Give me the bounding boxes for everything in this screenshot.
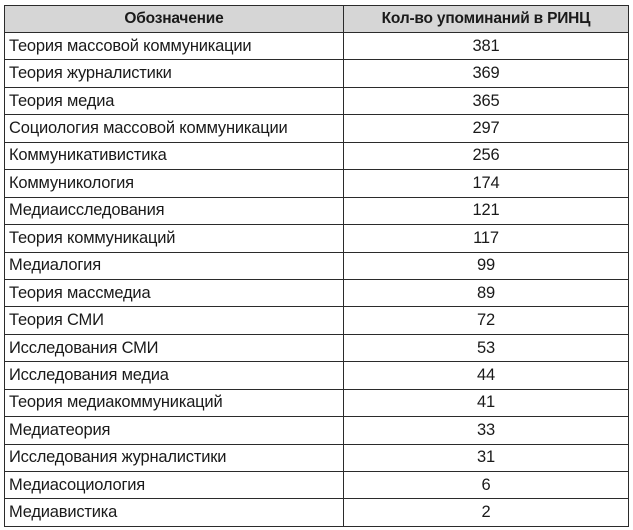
- table-row: [5, 499, 629, 526]
- term-name-cell: Теория СМИ: [5, 307, 344, 334]
- term-name-cell: Медиатеория: [5, 417, 344, 444]
- mention-count-cell: 99: [344, 252, 629, 279]
- table-row: [5, 225, 629, 252]
- term-name-cell: Исследования журналистики: [5, 444, 344, 471]
- term-name-cell: Теория медиакоммуникаций: [5, 389, 344, 416]
- mention-count-cell: 381: [344, 33, 629, 60]
- mention-count-cell: 41: [344, 389, 629, 416]
- mention-count-cell: 89: [344, 279, 629, 306]
- mention-count-cell: 297: [344, 115, 629, 142]
- terms-table: [4, 5, 629, 527]
- mention-count-cell: 6: [344, 472, 629, 499]
- term-name-cell: Коммуникативистика: [5, 142, 344, 169]
- term-name-cell: Медиаисследования: [5, 197, 344, 224]
- term-name-cell: Исследования СМИ: [5, 334, 344, 361]
- table-row: [5, 142, 629, 169]
- term-name-cell: Медиасоциология: [5, 472, 344, 499]
- term-name-cell: Теория коммуникаций: [5, 225, 344, 252]
- header-designation: Обозначение: [5, 6, 344, 33]
- mention-count-cell: 121: [344, 197, 629, 224]
- term-name-cell: Коммуникология: [5, 170, 344, 197]
- mention-count-cell: 53: [344, 334, 629, 361]
- mention-count-cell: 369: [344, 60, 629, 87]
- table-body: [5, 33, 629, 527]
- table-row: [5, 197, 629, 224]
- mention-count-cell: 44: [344, 362, 629, 389]
- table-row: [5, 170, 629, 197]
- table-row: [5, 252, 629, 279]
- table-row: [5, 60, 629, 87]
- table-row: [5, 279, 629, 306]
- mention-count-cell: 174: [344, 170, 629, 197]
- mention-count-cell: 72: [344, 307, 629, 334]
- mention-count-cell: 117: [344, 225, 629, 252]
- term-name-cell: Медиавистика: [5, 499, 344, 526]
- table-row: [5, 307, 629, 334]
- term-name-cell: Теория медиа: [5, 87, 344, 114]
- table-row: [5, 444, 629, 471]
- mention-count-cell: 33: [344, 417, 629, 444]
- table-row: [5, 334, 629, 361]
- table-row: [5, 362, 629, 389]
- term-name-cell: Медиалогия: [5, 252, 344, 279]
- mention-count-cell: 365: [344, 87, 629, 114]
- header-mentions-count: Кол-во упоминаний в РИНЦ: [344, 6, 629, 33]
- table-row: [5, 472, 629, 499]
- mention-count-cell: 31: [344, 444, 629, 471]
- table-row: [5, 33, 629, 60]
- table-row: [5, 389, 629, 416]
- table-header: [5, 6, 629, 33]
- mention-count-cell: 2: [344, 499, 629, 526]
- table-row: [5, 87, 629, 114]
- term-name-cell: Исследования медиа: [5, 362, 344, 389]
- term-name-cell: Теория массмедиа: [5, 279, 344, 306]
- header-row: [5, 6, 629, 33]
- term-name-cell: Теория массовой коммуникации: [5, 33, 344, 60]
- table-row: [5, 115, 629, 142]
- term-name-cell: Теория журналистики: [5, 60, 344, 87]
- term-name-cell: Социология массовой коммуникации: [5, 115, 344, 142]
- mention-count-cell: 256: [344, 142, 629, 169]
- table-row: [5, 417, 629, 444]
